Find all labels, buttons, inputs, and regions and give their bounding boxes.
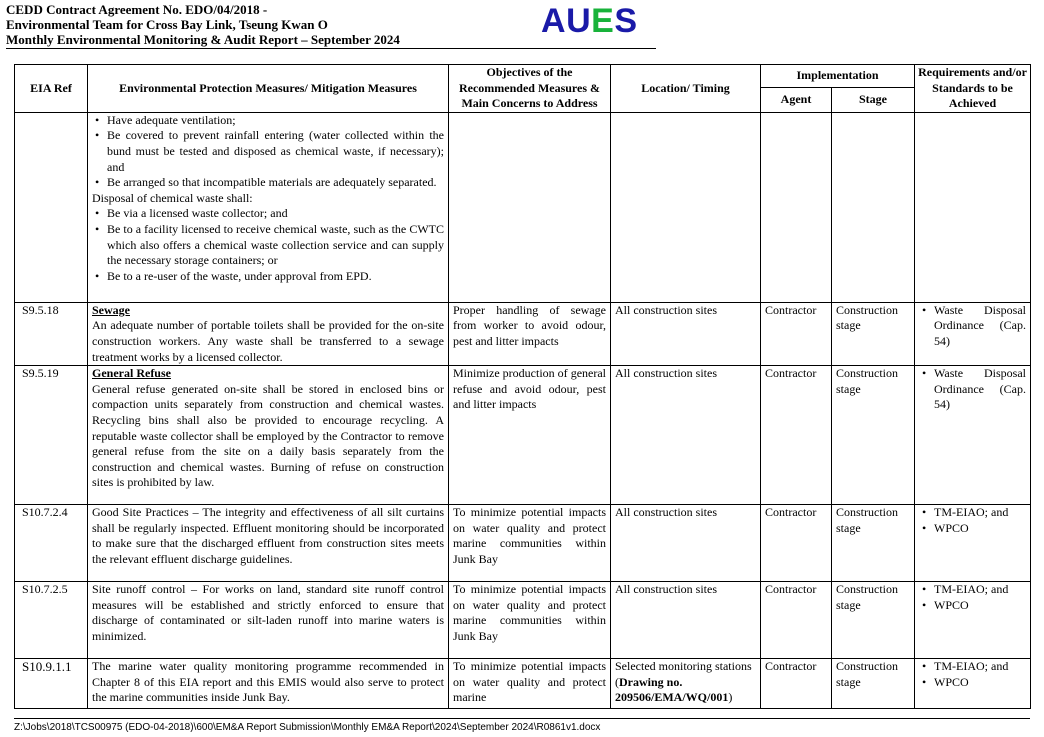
location-cell: All construction sites — [611, 302, 761, 365]
list-item: • Be to a re-user of the waste, under approval from EPD. — [92, 269, 444, 285]
location-cell: All construction sites — [611, 582, 761, 659]
agent-cell — [761, 112, 832, 302]
bullet-list — [919, 366, 1026, 413]
agent-cell: Contractor — [761, 366, 832, 505]
ref-cell: S9.5.18 — [15, 302, 88, 365]
bullet-list — [919, 303, 1026, 350]
logo-letter-u: U — [566, 2, 592, 40]
requirements-cell — [915, 302, 1031, 365]
requirements-cell — [915, 366, 1031, 505]
list-item: • Be to a facility licensed to receive chemical waste, such as the CWTC which also offers a chemical waste collection service and can supply the necessary storage containers; or — [92, 222, 444, 269]
bullet-list — [919, 505, 1026, 536]
disposal-heading: Disposal of chemical waste shall: — [92, 190, 253, 205]
list-item: • WPCO — [919, 675, 1026, 691]
list-item: • Waste Disposal Ordinance (Cap. 54) — [919, 303, 1026, 350]
mitigation-measures-table — [14, 64, 1031, 709]
measures-cell: Site runoff control – For works on land, standard site runoff control measures will be established and strictly enforced to ensure that discharge of contaminated or silt-laden runoff into marine waters is minimized. — [88, 582, 449, 659]
bullet-list — [92, 113, 444, 191]
location-cell — [611, 659, 761, 709]
list-item: • TM-EIAO; and — [919, 659, 1026, 675]
col-implementation: Implementation — [761, 65, 915, 88]
location-close: ) — [728, 690, 733, 705]
ref-cell: S9.5.19 — [15, 366, 88, 505]
bullet-list — [919, 659, 1026, 690]
location-cell: All construction sites — [611, 366, 761, 505]
logo-letter-s: S — [614, 2, 638, 40]
list-item: • Be arranged so that incompatible materials are adequately separated. — [92, 175, 444, 191]
stage-cell: Construction stage — [832, 302, 915, 365]
header-rule — [6, 48, 656, 49]
requirements-cell — [915, 505, 1031, 582]
header-team-line: Environmental Team for Cross Bay Link, Tseung Kwan O — [6, 17, 328, 32]
location-text: Selected monitoring stations ( — [615, 659, 752, 689]
logo-letter-a: A — [541, 2, 567, 40]
measures-cell — [88, 112, 449, 302]
requirements-cell — [915, 659, 1031, 709]
objective-cell: To minimize potential impacts on water quality and protect marine communities within Junk Bay — [449, 582, 611, 659]
measure-text: An adequate number of portable toilets shall be provided for the on-site construction workers. Any waste shall be transferred to a sewage treatment works by a licensed collector. — [92, 318, 444, 364]
agent-cell: Contractor — [761, 302, 832, 365]
list-item: • WPCO — [919, 598, 1026, 614]
stage-cell: Construction stage — [832, 582, 915, 659]
file-path-footer: Z:\Jobs\2018\TCS00975 (EDO-04-2018)\600\EM&A Report Submission\Monthly EM&A Report\2024\September 2024\R0861v1.docx — [14, 722, 601, 733]
footer-rule — [14, 718, 1030, 719]
location-cell: All construction sites — [611, 505, 761, 582]
stage-cell: Construction stage — [832, 366, 915, 505]
objective-cell: To minimize potential impacts on water quality and protect marine — [449, 659, 611, 709]
agent-cell: Contractor — [761, 505, 832, 582]
stage-cell — [832, 112, 915, 302]
agent-cell: Contractor — [761, 582, 832, 659]
objective-cell — [449, 112, 611, 302]
table-row — [15, 366, 1031, 505]
measures-cell: Good Site Practices – The integrity and effectiveness of all silt curtains shall be regularly inspected. Effluent monitoring should be incorporated to make sure that the discharged effluent from construction sites meets the relevant effluent discharge guidelines. — [88, 505, 449, 582]
list-item: • Have adequate ventilation; — [92, 113, 444, 129]
col-agent: Agent — [761, 88, 832, 112]
ref-cell: S10.7.2.5 — [15, 582, 88, 659]
objective-cell: Proper handling of sewage from worker to avoid odour, pest and litter impacts — [449, 302, 611, 365]
ref-cell: S10.9.1.1 — [15, 659, 88, 709]
col-objectives: Objectives of the Recommended Measures & Main Concerns to Address — [449, 65, 611, 113]
ref-cell: S10.7.2.4 — [15, 505, 88, 582]
col-requirements: Requirements and/or Standards to be Achieved — [915, 65, 1031, 113]
objective-cell: To minimize potential impacts on water quality and protect marine communities within Junk Bay — [449, 505, 611, 582]
list-item: • Be covered to prevent rainfall entering (water collected within the bund must be tested and disposed as chemical waste, if necessary); and — [92, 128, 444, 175]
ref-cell — [15, 112, 88, 302]
list-item: • WPCO — [919, 521, 1026, 537]
table-row — [15, 505, 1031, 582]
list-item: • Be via a licensed waste collector; and — [92, 206, 444, 222]
stage-cell: Construction stage — [832, 505, 915, 582]
document-header — [6, 2, 400, 47]
table-row — [15, 302, 1031, 365]
measures-cell — [88, 366, 449, 505]
col-location: Location/ Timing — [611, 65, 761, 113]
measures-cell: The marine water quality monitoring programme recommended in Chapter 8 of this EIA report and this EMIS would also serve to protect the marine communities inside Junk Bay. — [88, 659, 449, 709]
table-row — [15, 112, 1031, 302]
list-item: • TM-EIAO; and — [919, 505, 1026, 521]
objective-cell: Minimize production of general refuse and avoid odour, pest and litter impacts — [449, 366, 611, 505]
location-cell — [611, 112, 761, 302]
measure-title: Sewage — [92, 302, 130, 317]
list-item: • Waste Disposal Ordinance (Cap. 54) — [919, 366, 1026, 413]
table-row — [15, 582, 1031, 659]
logo-letter-e: E — [591, 2, 615, 40]
col-stage: Stage — [832, 88, 915, 112]
agent-cell: Contractor — [761, 659, 832, 709]
aues-logo — [541, 0, 638, 42]
stage-cell: Construction stage — [832, 659, 915, 709]
table-row — [15, 659, 1031, 709]
requirements-cell — [915, 582, 1031, 659]
requirements-cell — [915, 112, 1031, 302]
header-report-line: Monthly Environmental Monitoring & Audit Report – September 2024 — [6, 32, 400, 47]
drawing-reference: Drawing no. 209506/EMA/WQ/001 — [615, 674, 729, 705]
list-item: • TM-EIAO; and — [919, 582, 1026, 598]
bullet-list — [919, 582, 1026, 613]
measure-text: General refuse generated on-site shall be stored in enclosed bins or compaction units separately from construction and chemical wastes. Recycling bins shall also be provided to encourage recycling. A reputable waste collector shall be employed by the Contractor to remove general refuse from the site on a daily basis separately from the construction and chemical wastes. Burning of refuse on construction sites is prohibited by law. — [92, 381, 444, 490]
header-contract-line: CEDD Contract Agreement No. EDO/04/2018 - — [6, 2, 268, 17]
measures-cell — [88, 302, 449, 365]
measure-title: General Refuse — [92, 366, 171, 381]
bullet-list — [92, 206, 444, 284]
col-measures: Environmental Protection Measures/ Mitigation Measures — [88, 65, 449, 113]
col-eia-ref: EIA Ref — [15, 65, 88, 113]
